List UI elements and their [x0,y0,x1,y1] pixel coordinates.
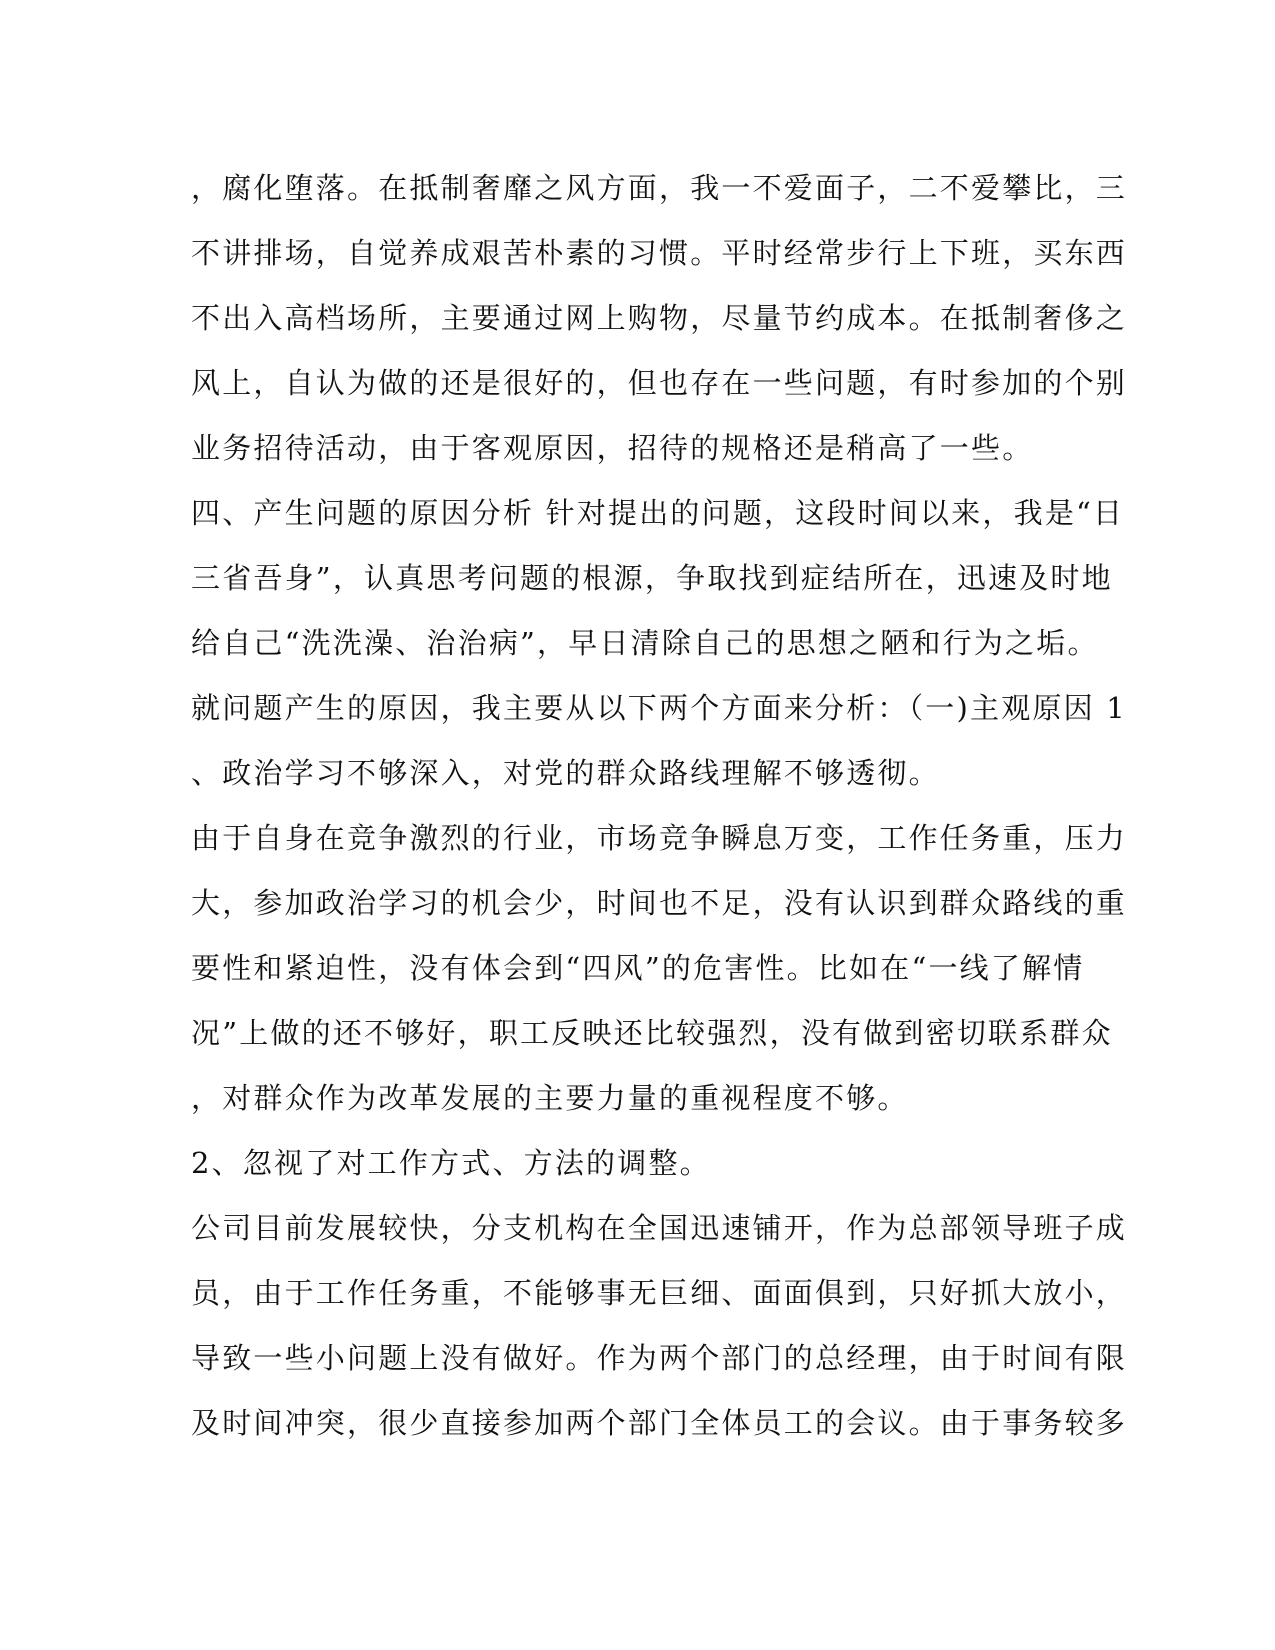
text-line: 由于自身在竞争激烈的行业，市场竞争瞬息万变，工作任务重，压力 [191,821,1128,855]
text-line: 2、忽视了对工作方式、方法的调整。 [191,1146,711,1180]
text-line: 三省吾身”，认真思考问题的根源，争取找到症结所在，迅速及时地 [191,561,1113,595]
body-text [191,156,1128,1456]
text-line: 要性和紧迫性，没有体会到“四风”的危害性。比如在“一线了解情 [191,951,1085,985]
text-line: 不讲排场，自觉养成艰苦朴素的习惯。平时经常步行上下班，买东西 [191,236,1128,270]
text-line: 公司目前发展较快，分支机构在全国迅速铺开，作为总部领导班子成 [191,1211,1128,1245]
text-line: 不出入高档场所，主要通过网上购物，尽量节约成本。在抵制奢侈之 [191,301,1128,335]
text-line: ，腐化堕落。在抵制奢靡之风方面，我一不爱面子，二不爱攀比，三 [191,171,1128,205]
text-line: 大，参加政治学习的机会少，时间也不足，没有认识到群众路线的重 [191,886,1128,920]
text-line: 导致一些小问题上没有做好。作为两个部门的总经理，由于时间有限 [191,1341,1128,1375]
text-line: 给自己“洗洗澡、治治病”，早日清除自己的思想之陋和行为之垢。 [191,626,1099,660]
text-line: 员，由于工作任务重，不能够事无巨细、面面俱到，只好抓大放小， [191,1276,1128,1310]
text-line: 就问题产生的原因，我主要从以下两个方面来分析：（一)主观原因 1 [191,691,1127,725]
text-line: 四、产生问题的原因分析 针对提出的问题，这段时间以来，我是“日 [191,496,1125,530]
text-line: 况”上做的还不够好，职工反映还比较强烈，没有做到密切联系群众 [191,1016,1113,1050]
text-line: 业务招待活动，由于客观原因，招待的规格还是稍高了一些。 [191,431,1034,465]
text-line: 、政治学习不够深入，对党的群众路线理解不够透彻。 [191,756,940,790]
text-line: ，对群众作为改革发展的主要力量的重视程度不够。 [191,1081,909,1115]
text-line: 及时间冲突，很少直接参加两个部门全体员工的会议。由于事务较多 [191,1406,1128,1440]
text-line: 风上，自认为做的还是很好的，但也存在一些问题，有时参加的个别 [191,366,1128,400]
